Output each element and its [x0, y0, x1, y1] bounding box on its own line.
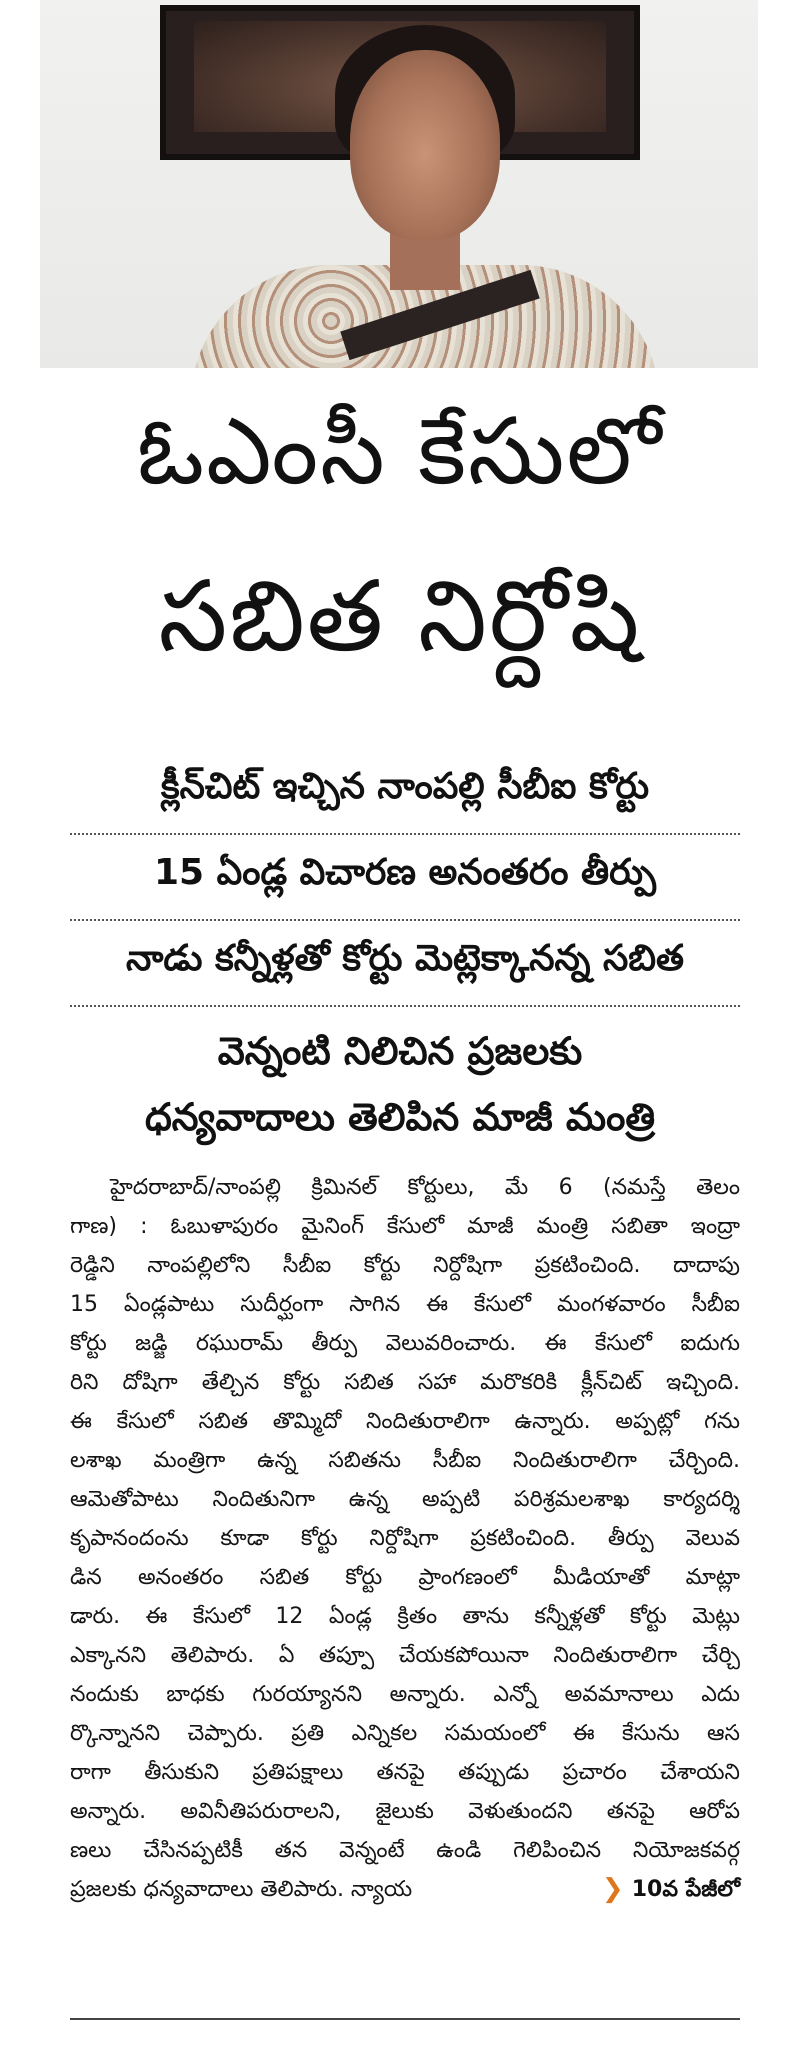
highlight-line-1: వెన్నంటి నిలిచిన ప్రజలకు: [217, 1029, 583, 1073]
subhead-divider: [70, 1005, 740, 1007]
body-line: డిన అనంతరం సబిత కోర్టు ప్రాంగణంలో మీడియాతో మాట్లా: [70, 1565, 740, 1590]
article-body: [70, 1168, 740, 1909]
subhead-3: నాడు కన్నీళ్లతో కోర్టు మెట్లెక్కానన్న సబిత: [125, 938, 685, 979]
article-photo: [40, 0, 758, 368]
subhead-divider: [70, 833, 740, 835]
continued-on-page-label: 10వ పేజీలో: [631, 1877, 740, 1902]
body-line: ర్కొన్నానని చెప్పారు. ప్రతి ఎన్నికల సమయంలో ఈ కేసును ఆస: [70, 1721, 740, 1746]
article-bottom-rule: [70, 2018, 740, 2020]
body-line: నందుకు బాధకు గురయ్యానని అన్నారు. ఎన్నో అవమానాలు ఎదు: [70, 1682, 740, 1707]
body-line: హైదరాబాద్/నాంపల్లి క్రిమినల్ కోర్టులు, మే 6 (నమస్తే తెలం: [110, 1175, 740, 1200]
body-line: రిని దోషిగా తేల్చిన కోర్టు సబిత సహా మరొకరికి క్లీన్‌చిట్ ఇచ్చింది.: [70, 1370, 740, 1395]
body-line: లశాఖ మంత్రిగా ఉన్న సబితను సీబీఐ నిందితురాలిగా చేర్చింది.: [70, 1448, 740, 1473]
body-line: రాగా తీసుకుని ప్రతిపక్షాలు తనపై తప్పుడు ప్రచారం చేశాయని: [70, 1760, 740, 1785]
body-line: గాణ) : ఓబుళాపురం మైనింగ్ కేసులో మాజీ మంత్రి సబితా ఇంద్రా: [70, 1214, 740, 1239]
body-line: కృపానందంను కూడా కోర్టు నిర్దోషిగా ప్రకటించింది. తీర్పు వెలువ: [70, 1526, 740, 1551]
body-line: రెడ్డిని నాంపల్లిలోని సీబీఐ కోర్టు నిర్దోషిగా ప్రకటించింది. దాదాపు: [70, 1253, 740, 1278]
continued-on-page-link[interactable]: [602, 1870, 740, 1909]
body-line: ఈ కేసులో సబిత తొమ్మిదో నిందితురాలిగా ఉన్నారు. అప్పట్లో గను: [70, 1409, 740, 1434]
body-line: ణలు చేసినప్పటికీ తన వెన్నంటే ఉండి గెలిపించిన నియోజకవర్గ: [70, 1838, 740, 1863]
face: [350, 50, 500, 240]
body-last-line: [70, 1870, 740, 1909]
body-line: 15 ఏండ్లపాటు సుదీర్ఘంగా సాగిన ఈ కేసులో మంగళవారం సీబీఐ: [70, 1292, 740, 1317]
body-line: డారు. ఈ కేసులో 12 ఏండ్ల క్రితం తాను కన్నీళ్లతో కోర్టు మెట్లు: [70, 1604, 740, 1629]
subhead-divider: [70, 919, 740, 921]
highlight-line-2: ధన్యవాదాలు తెలిపిన మాజీ మంత్రి: [144, 1095, 656, 1139]
body-line: ఎక్కానని తెలిపారు. ఏ తప్పూ చేయకపోయినా నిందితురాలిగా చేర్చి: [70, 1643, 740, 1668]
subhead-1: క్లీన్‌చిట్ ఇచ్చిన నాంపల్లి సీబీఐ కోర్టు: [160, 766, 650, 807]
subhead-2: 15 ఏండ్ల విచారణ అనంతరం తీర్పు: [153, 852, 657, 893]
body-line: ఆమెతోపాటు నిందితునిగా ఉన్న అప్పటి పరిశ్రమలశాఖ కార్యదర్శి: [70, 1487, 740, 1512]
chevron-right-icon: ❯: [601, 1874, 624, 1904]
headline-line-2: సబిత నిర్దోషి: [158, 560, 642, 674]
headline-line-1: ఓఎంసీ కేసులో: [136, 398, 664, 505]
body-line: ప్రజలకు ధన్యవాదాలు తెలిపారు. న్యాయ: [70, 1877, 413, 1902]
body-line: అన్నారు. అవినీతిపరురాలని, జైలుకు వెళుతుందని తనపై ఆరోప: [70, 1799, 740, 1824]
body-line: కోర్టు జడ్జి రఘురామ్ తీర్పు వెలువరించారు. ఈ కేసులో ఐదుగు: [70, 1331, 740, 1356]
